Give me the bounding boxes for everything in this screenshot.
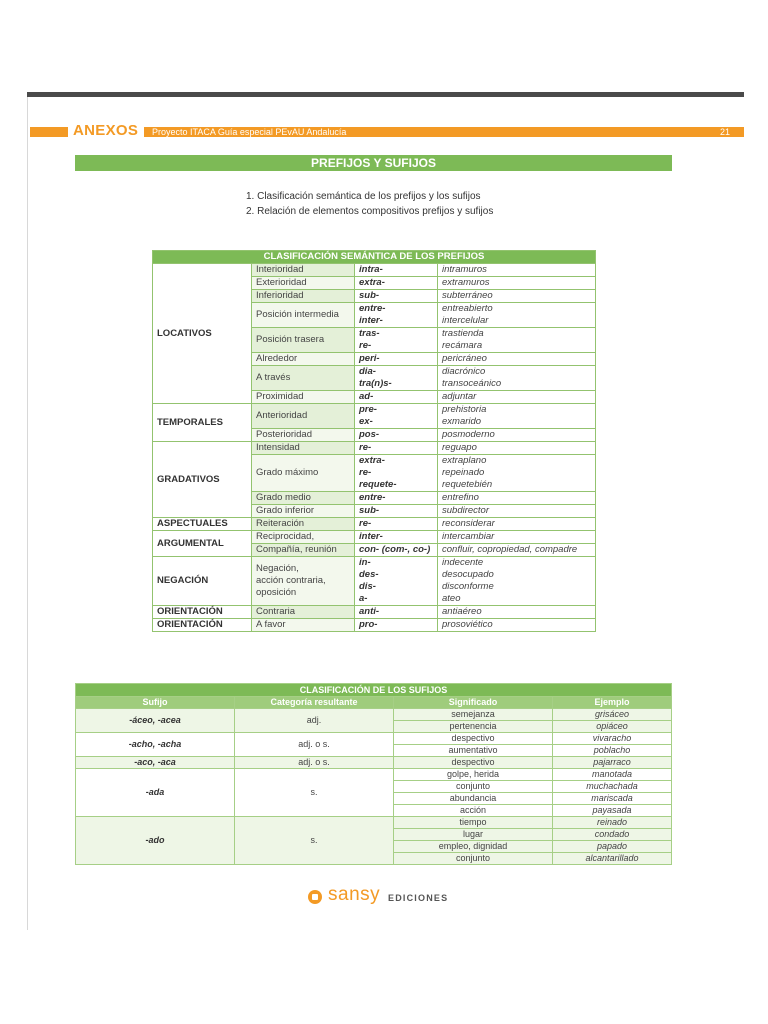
example-cell: pericráneo — [438, 353, 596, 366]
example-cell: reguapo — [438, 442, 596, 455]
category-negacion: NEGACIÓN — [153, 557, 252, 606]
meaning-cell: Intensidad — [252, 442, 355, 455]
meaning-cell: Reiteración — [252, 518, 355, 531]
prefix-cell: pro- — [355, 619, 438, 632]
prefix-cell: peri- — [355, 353, 438, 366]
example-cell: antiaéreo — [438, 606, 596, 619]
meaning-cell: Anterioridad — [252, 404, 355, 429]
meaning-cell: A través — [252, 366, 355, 391]
prefix-cell: extra- — [355, 277, 438, 290]
category-gradativos: GRADATIVOS — [153, 442, 252, 518]
category-aspectuales: ASPECTUALES — [153, 518, 252, 531]
prefix-cell: tras- re- — [355, 328, 438, 353]
meaning-cell: tiempo — [394, 817, 553, 829]
prefix-cell: re- — [355, 518, 438, 531]
meaning-cell: Inferioridad — [252, 290, 355, 303]
example-cell: extraplano repeinado requetebién — [438, 455, 596, 492]
meaning-cell: Grado máximo — [252, 455, 355, 492]
example-cell: intramuros — [438, 264, 596, 277]
example-cell: poblacho — [553, 745, 672, 757]
logo-suffix: EDICIONES — [388, 893, 449, 903]
top-divider-bar — [27, 92, 744, 97]
meaning-cell: Alrededor — [252, 353, 355, 366]
meaning-cell: acción — [394, 805, 553, 817]
example-cell: opiáceo — [553, 721, 672, 733]
suffix-classification-table — [75, 683, 672, 865]
example-cell: manotada — [553, 769, 672, 781]
example-cell: extramuros — [438, 277, 596, 290]
prefix-cell: pre- ex- — [355, 404, 438, 429]
left-margin-line — [27, 97, 28, 930]
meaning-cell: A favor — [252, 619, 355, 632]
example-cell: alcantarillado — [553, 853, 672, 865]
prefix-cell: extra- re- requete- — [355, 455, 438, 492]
intro-item: 2. Relación de elementos compositivos prefijos y sufijos — [246, 206, 494, 217]
column-header: Ejemplo — [553, 697, 672, 709]
prefix-cell: con- (com-, co-) — [355, 544, 438, 557]
prefix-cell: re- — [355, 442, 438, 455]
example-cell: grisáceo — [553, 709, 672, 721]
meaning-cell: pertenencia — [394, 721, 553, 733]
meaning-cell: Posición intermedia — [252, 303, 355, 328]
example-cell: reconsiderar — [438, 518, 596, 531]
page-title: PREFIJOS Y SUFIJOS — [75, 155, 672, 171]
meaning-cell: semejanza — [394, 709, 553, 721]
meaning-cell: Reciprocidad, — [252, 531, 355, 544]
meaning-cell: Exterioridad — [252, 277, 355, 290]
example-cell: subterráneo — [438, 290, 596, 303]
category-cell: adj. o s. — [235, 733, 394, 757]
meaning-cell: conjunto — [394, 781, 553, 793]
prefix-cell: sub- — [355, 290, 438, 303]
example-cell: mariscada — [553, 793, 672, 805]
column-header: Sufijo — [76, 697, 235, 709]
meaning-cell: empleo, dignidad — [394, 841, 553, 853]
meaning-cell: lugar — [394, 829, 553, 841]
intro-list — [246, 189, 493, 219]
column-header: Categoría resultante — [235, 697, 394, 709]
page-number: 21 — [719, 127, 730, 137]
prefix-cell: dia- tra(n)s- — [355, 366, 438, 391]
section-title: ANEXOS — [73, 122, 139, 139]
meaning-cell: despectivo — [394, 733, 553, 745]
example-cell: indecente desocupado disconforme ateo — [438, 557, 596, 606]
suffix-table-header: CLASIFICACIÓN DE LOS SUFIJOS — [76, 684, 672, 697]
meaning-cell: conjunto — [394, 853, 553, 865]
sansy-logo-icon — [308, 890, 322, 904]
category-argumental: ARGUMENTAL — [153, 531, 252, 557]
example-cell: subdirector — [438, 505, 596, 518]
suffix-column-headers — [76, 697, 672, 709]
example-cell: condado — [553, 829, 672, 841]
header-accent-left — [30, 127, 68, 137]
example-cell: prehistoria exmarido — [438, 404, 596, 429]
example-cell: muchachada — [553, 781, 672, 793]
example-cell: papado — [553, 841, 672, 853]
meaning-cell: Grado inferior — [252, 505, 355, 518]
example-cell: reinado — [553, 817, 672, 829]
suffix-cell: -aco, -aca — [76, 757, 235, 769]
category-cell: adj. o s. — [235, 757, 394, 769]
meaning-cell: despectivo — [394, 757, 553, 769]
example-cell: entrefino — [438, 492, 596, 505]
suffix-cell: -acho, -acha — [76, 733, 235, 757]
meaning-cell: Proximidad — [252, 391, 355, 404]
prefix-cell: pos- — [355, 429, 438, 442]
example-cell: adjuntar — [438, 391, 596, 404]
meaning-cell: Posterioridad — [252, 429, 355, 442]
meaning-cell: Contraria — [252, 606, 355, 619]
category-cell: adj. — [235, 709, 394, 733]
prefix-table-header: CLASIFICACIÓN SEMÁNTICA DE LOS PREFIJOS — [153, 251, 596, 264]
meaning-cell: aumentativo — [394, 745, 553, 757]
category-locativos: LOCATIVOS — [153, 264, 252, 404]
category-temporales: TEMPORALES — [153, 404, 252, 442]
meaning-cell: Interioridad — [252, 264, 355, 277]
example-cell: trastienda recámara — [438, 328, 596, 353]
meaning-cell: Grado medio — [252, 492, 355, 505]
category-orientacion-contraria: ORIENTACIÓN — [153, 606, 252, 619]
meaning-cell: Negación, acción contraria, oposición — [252, 557, 355, 606]
meaning-cell: golpe, herida — [394, 769, 553, 781]
example-cell: posmoderno — [438, 429, 596, 442]
example-cell: pajarraco — [553, 757, 672, 769]
example-cell: vivaracho — [553, 733, 672, 745]
intro-item: 1. Clasificación semántica de los prefijos y los sufijos — [246, 191, 481, 202]
prefix-cell: intra- — [355, 264, 438, 277]
project-title: Proyecto ITACA Guía especial PEvAU Andalucía — [152, 127, 347, 137]
example-cell: diacrónico transoceánico — [438, 366, 596, 391]
prefix-cell: anti- — [355, 606, 438, 619]
example-cell: prosoviético — [438, 619, 596, 632]
prefix-cell: ad- — [355, 391, 438, 404]
prefix-cell: inter- — [355, 531, 438, 544]
logo-brand: sansy — [328, 884, 381, 905]
suffix-cell: -ada — [76, 769, 235, 817]
suffix-cell: -ado — [76, 817, 235, 865]
page-header — [30, 123, 744, 139]
prefix-cell: entre- — [355, 492, 438, 505]
column-header: Significado — [394, 697, 553, 709]
category-cell: s. — [235, 817, 394, 865]
meaning-cell: abundancia — [394, 793, 553, 805]
prefix-cell: entre- inter- — [355, 303, 438, 328]
prefix-cell: in- des- dis- a- — [355, 557, 438, 606]
example-cell: confluir, copropiedad, compadre — [438, 544, 596, 557]
suffix-cell: -áceo, -acea — [76, 709, 235, 733]
prefix-cell: sub- — [355, 505, 438, 518]
category-cell: s. — [235, 769, 394, 817]
meaning-cell: Compañía, reunión — [252, 544, 355, 557]
example-cell: entreabierto intercelular — [438, 303, 596, 328]
example-cell: intercambiar — [438, 531, 596, 544]
prefix-classification-table — [152, 250, 596, 632]
category-orientacion-favor: ORIENTACIÓN — [153, 619, 252, 632]
example-cell: payasada — [553, 805, 672, 817]
meaning-cell: Posición trasera — [252, 328, 355, 353]
